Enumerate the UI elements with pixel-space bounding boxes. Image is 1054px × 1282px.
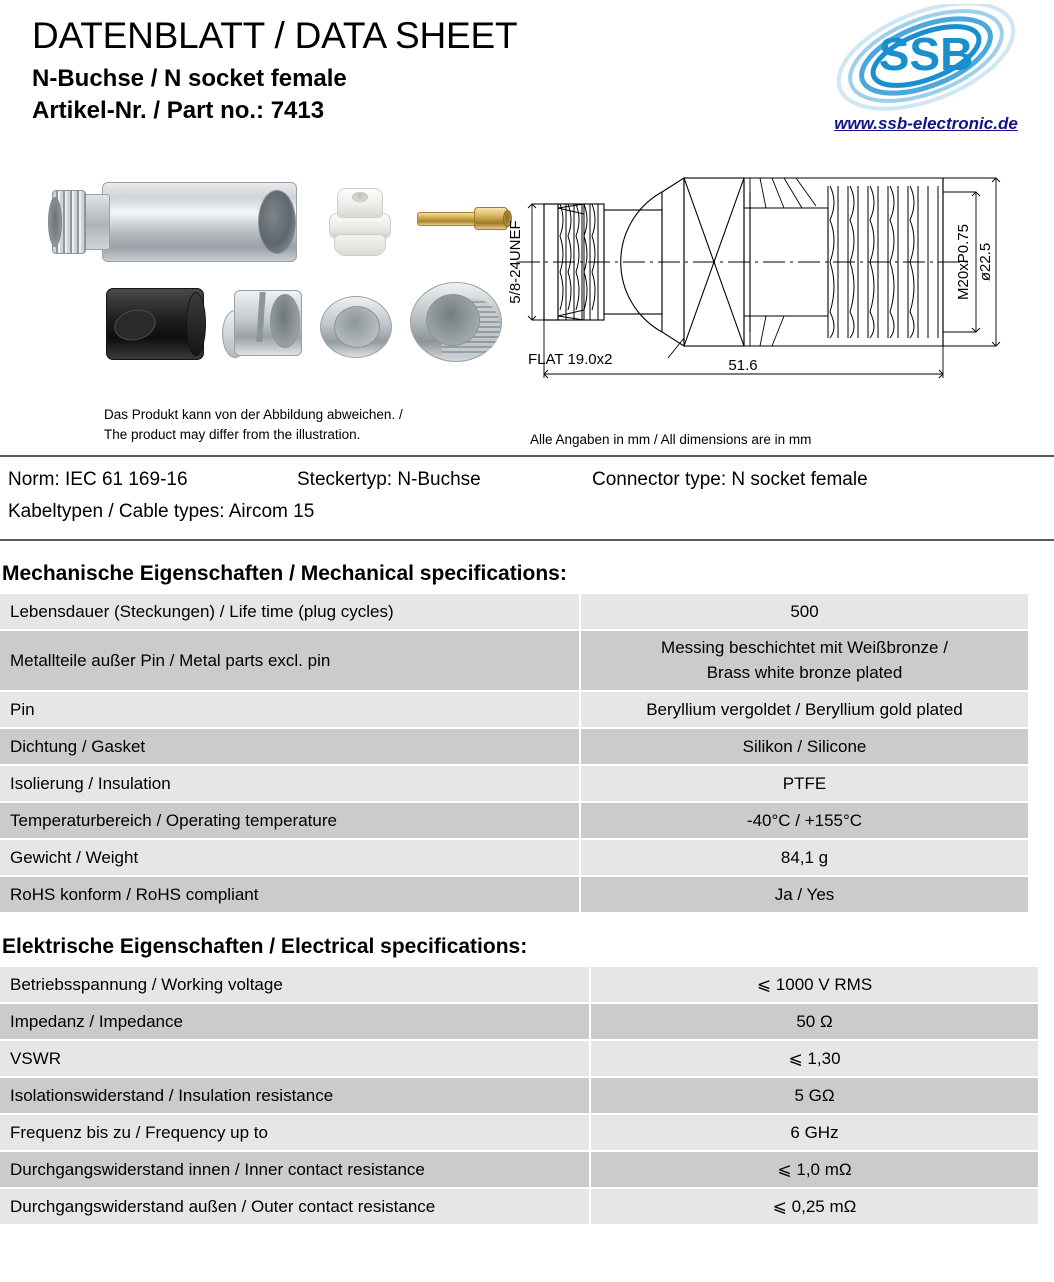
- clamp-ring-bore: [334, 306, 380, 348]
- norm-row-1: [0, 466, 1054, 498]
- spec-key: Dichtung / Gasket: [0, 729, 581, 766]
- metal-ferrule-bore: [270, 294, 300, 348]
- brand-block: [816, 4, 1036, 134]
- divider-bottom: [0, 539, 1054, 541]
- electrical-specifications-table: [0, 967, 1038, 1226]
- part-number: Artikel-Nr. / Part no.: 7413: [32, 96, 325, 124]
- table-row: [0, 631, 1028, 692]
- spec-key: VSWR: [0, 1041, 591, 1078]
- coupling-nut-bore: [426, 294, 480, 346]
- table-row: [0, 877, 1028, 914]
- spec-key: Pin: [0, 692, 581, 729]
- dim-label-rear-thread: M20xP0.75: [955, 224, 972, 300]
- black-boot-end: [186, 292, 206, 356]
- dim-label-flat: FLAT 19.0x2: [528, 351, 613, 368]
- spec-key: Lebensdauer (Steckungen) / Life time (plug cycles): [0, 594, 581, 631]
- page-header: [0, 0, 1054, 170]
- spec-value: Messing beschichtet mit Weißbronze / Brass white bronze plated: [581, 631, 1028, 692]
- spec-value: Ja / Yes: [581, 877, 1028, 914]
- spec-value: Silikon / Silicone: [581, 729, 1028, 766]
- table-row: [0, 692, 1028, 729]
- norm-row-2: [0, 498, 1054, 530]
- norm-connector-type: Connector type: N socket female: [592, 469, 868, 490]
- gold-center-pin-shank: [417, 212, 479, 226]
- connector-body-face: [48, 197, 62, 247]
- spec-key: Isolierung / Insulation: [0, 766, 581, 803]
- spec-key: Metallteile außer Pin / Metal parts excl. pin: [0, 631, 581, 692]
- mechanical-table-body: [0, 594, 1028, 914]
- spec-key: RoHS konform / RoHS compliant: [0, 877, 581, 914]
- spec-key: Betriebsspannung / Working voltage: [0, 967, 591, 1004]
- photo-caption: [104, 405, 403, 444]
- spec-value: 5 GΩ: [591, 1078, 1038, 1115]
- spec-key: Isolationswiderstand / Insulation resistance: [0, 1078, 591, 1115]
- spec-value: ⩽ 1,30: [591, 1041, 1038, 1078]
- mechanical-specifications-table: [0, 594, 1028, 914]
- dim-label-diameter: ø22.5: [977, 242, 994, 282]
- spec-value: ⩽ 1,0 mΩ: [591, 1152, 1038, 1189]
- photo-caption-line2: The product may differ from the illustration.: [104, 426, 361, 442]
- ssb-logo-text: SSB: [878, 28, 974, 80]
- table-row: [0, 729, 1028, 766]
- spec-key: Durchgangswiderstand außen / Outer contact resistance: [0, 1189, 591, 1226]
- electrical-table-body: [0, 967, 1038, 1226]
- norm-band: [0, 457, 1054, 539]
- table-row: [0, 1078, 1038, 1115]
- spec-value: Beryllium vergoldet / Beryllium gold plated: [581, 692, 1028, 729]
- table-row: [0, 803, 1028, 840]
- spec-key: Gewicht / Weight: [0, 840, 581, 877]
- drawing-caption: Alle Angaben in mm / All dimensions are in mm: [530, 432, 812, 447]
- photo-caption-line1: Das Produkt kann von der Abbildung abweichen. /: [104, 407, 403, 422]
- table-row: [0, 1189, 1038, 1226]
- dim-label-length: 51.6: [728, 357, 758, 374]
- spec-key: Temperaturbereich / Operating temperature: [0, 803, 581, 840]
- technical-drawing-svg: [498, 162, 1043, 397]
- spec-value: PTFE: [581, 766, 1028, 803]
- spec-key: Frequenz bis zu / Frequency up to: [0, 1115, 591, 1152]
- technical-drawing: [498, 162, 1043, 397]
- table-row: [0, 1152, 1038, 1189]
- dim-label-front-thread: 5/8-24UNEF: [507, 220, 524, 304]
- table-row: [0, 1004, 1038, 1041]
- ptfe-insulator-hole: [352, 192, 368, 202]
- table-row: [0, 1041, 1038, 1078]
- spec-value: 84,1 g: [581, 840, 1028, 877]
- norm-steckertyp: Steckertyp: N-Buchse: [297, 469, 481, 490]
- electrical-heading: Elektrische Eigenschaften / Electrical specifications:: [2, 935, 528, 958]
- table-row: [0, 594, 1028, 631]
- page-title: DATENBLATT / DATA SHEET: [32, 15, 518, 56]
- ptfe-insulator-bottom: [334, 234, 386, 256]
- table-row: [0, 840, 1028, 877]
- illustration-area: [0, 170, 1054, 455]
- table-row: [0, 766, 1028, 803]
- connector-body-bore: [258, 190, 296, 254]
- website-link[interactable]: www.ssb-electronic.de: [834, 114, 1018, 133]
- norm-cable-types: Kabeltypen / Cable types: Aircom 15: [8, 501, 315, 522]
- ssb-logo-icon: [826, 4, 1026, 112]
- product-name: N-Buchse / N socket female: [32, 64, 347, 92]
- spec-value: 50 Ω: [591, 1004, 1038, 1041]
- spec-value: ⩽ 0,25 mΩ: [591, 1189, 1038, 1226]
- norm-standard: Norm: IEC 61 169-16: [8, 469, 188, 490]
- title-block: [32, 16, 517, 127]
- spec-value: -40°C / +155°C: [581, 803, 1028, 840]
- spec-key: Impedanz / Impedance: [0, 1004, 591, 1041]
- table-row: [0, 967, 1038, 1004]
- table-row: [0, 1115, 1038, 1152]
- connector-body-neck: [82, 194, 110, 250]
- spec-value: ⩽ 1000 V RMS: [591, 967, 1038, 1004]
- product-photo: [44, 170, 494, 375]
- ssb-logo: [826, 4, 1026, 112]
- spec-key: Durchgangswiderstand innen / Inner contact resistance: [0, 1152, 591, 1189]
- spec-value: 6 GHz: [591, 1115, 1038, 1152]
- spec-value: 500: [581, 594, 1028, 631]
- mechanical-heading: Mechanische Eigenschaften / Mechanical specifications:: [2, 562, 567, 585]
